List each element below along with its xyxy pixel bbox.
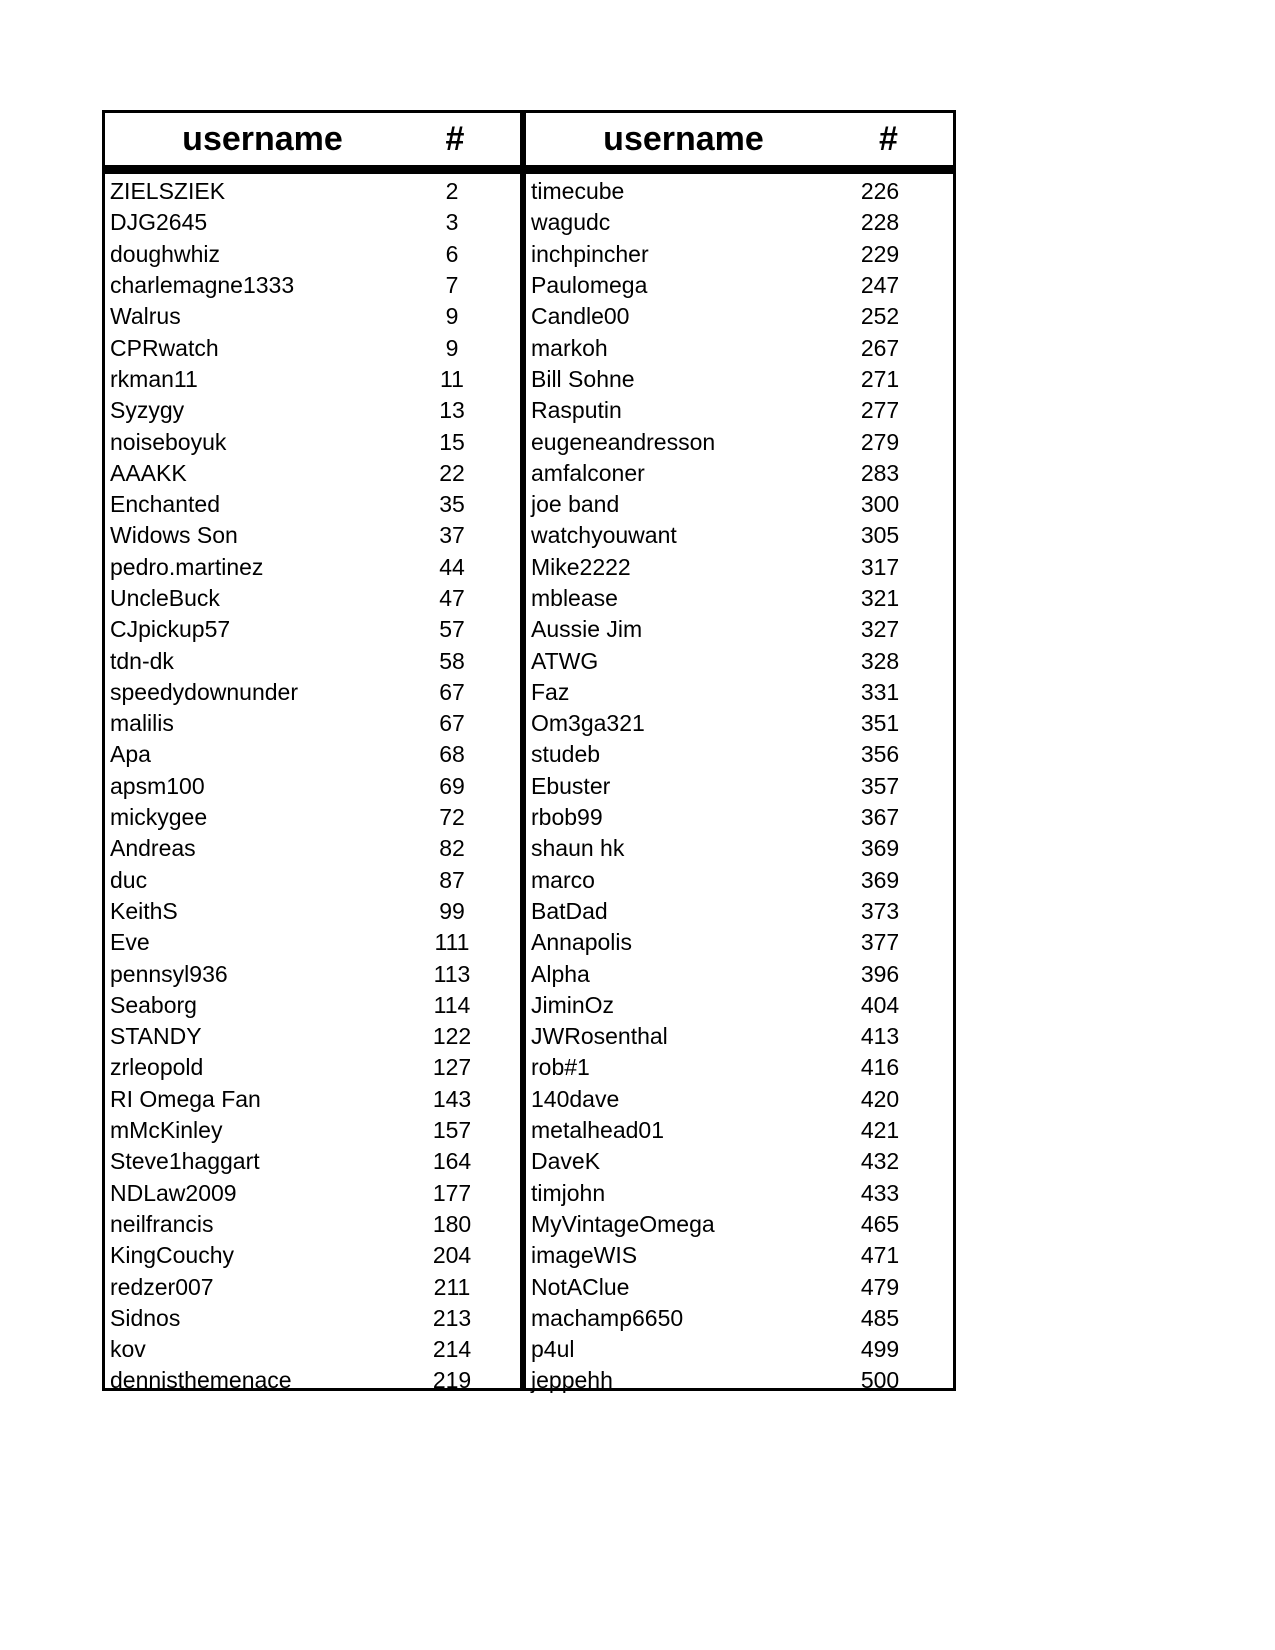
left-rows [105, 176, 520, 1397]
count-cell: 57 [439, 616, 465, 643]
count-cell: 226 [860, 178, 900, 205]
count-cell: 283 [860, 459, 900, 486]
count-cell: 213 [432, 1304, 472, 1331]
table-row [105, 176, 520, 207]
count-cell: 122 [432, 1023, 472, 1050]
table-row [105, 614, 520, 645]
username-cell: inchpincher [531, 240, 649, 267]
table-row [105, 395, 520, 426]
username-cell: wagudc [531, 209, 611, 236]
count-cell: 267 [860, 334, 900, 361]
username-cell: CJpickup57 [110, 616, 231, 643]
table-row [105, 1115, 520, 1146]
table-row [105, 739, 520, 770]
table-row [526, 771, 953, 802]
table-row [526, 1021, 953, 1052]
count-cell: 465 [860, 1210, 900, 1237]
username-cell: speedydownunder [110, 678, 298, 705]
table-row [105, 677, 520, 708]
count-cell: 300 [860, 491, 900, 518]
table-row [105, 1365, 520, 1396]
table-row [526, 958, 953, 989]
count-cell: 22 [439, 459, 465, 486]
count-cell: 499 [860, 1336, 900, 1363]
table-row [105, 645, 520, 676]
username-cell: Apa [110, 741, 151, 768]
table-row [526, 1271, 953, 1302]
count-cell: 305 [860, 522, 900, 549]
username-cell: Sidnos [110, 1304, 181, 1331]
table-row [526, 1052, 953, 1083]
count-cell: 356 [860, 741, 900, 768]
username-cell: doughwhiz [110, 240, 220, 267]
count-cell: 357 [860, 772, 900, 799]
username-cell: KingCouchy [110, 1242, 235, 1269]
username-cell: metalhead01 [531, 1117, 664, 1144]
username-cell: imageWIS [531, 1242, 638, 1269]
count-cell: 9 [445, 334, 459, 361]
count-cell: 157 [432, 1117, 472, 1144]
table-row [526, 1146, 953, 1177]
count-cell: 432 [860, 1148, 900, 1175]
table-row [526, 426, 953, 457]
table-row [105, 1021, 520, 1052]
table-row [105, 520, 520, 551]
table-row [105, 1240, 520, 1271]
username-table [102, 110, 956, 1394]
username-cell: Widows Son [110, 522, 238, 549]
count-cell: 479 [860, 1273, 900, 1300]
username-cell: rkman11 [110, 365, 198, 392]
username-cell: JWRosenthal [531, 1023, 668, 1050]
count-cell: 229 [860, 240, 900, 267]
count-cell: 211 [433, 1273, 471, 1300]
username-cell: Om3ga321 [531, 710, 645, 737]
username-cell: ATWG [531, 647, 599, 674]
table-row [105, 1084, 520, 1115]
username-cell: markoh [531, 334, 608, 361]
username-cell: NDLaw2009 [110, 1179, 237, 1206]
table-row [105, 207, 520, 238]
count-cell: 13 [439, 397, 465, 424]
table-row [105, 708, 520, 739]
count-cell: 321 [860, 585, 900, 611]
table-row [105, 865, 520, 896]
count-cell: 58 [439, 647, 465, 674]
count-cell: 11 [440, 365, 464, 392]
username-cell: watchyouwant [531, 522, 677, 549]
table-row [526, 1240, 953, 1271]
table-row [526, 1365, 953, 1396]
table-row [105, 896, 520, 927]
username-cell: Rasputin [531, 397, 622, 424]
username-cell: eugeneandresson [531, 428, 716, 455]
table-row [105, 364, 520, 395]
username-cell: studeb [531, 741, 601, 768]
count-cell: 164 [432, 1148, 472, 1175]
table-row [105, 802, 520, 833]
username-cell: duc [110, 866, 148, 893]
table-row [105, 833, 520, 864]
table-row [105, 1178, 520, 1209]
username-cell: neilfrancis [110, 1210, 214, 1237]
left-count-header: # [445, 120, 465, 158]
table-row [526, 332, 953, 363]
count-cell: 420 [860, 1085, 900, 1112]
count-cell: 6 [445, 240, 459, 267]
count-cell: 69 [439, 772, 465, 799]
left-column [105, 113, 523, 1394]
username-cell: p4ul [531, 1336, 575, 1363]
table-row [105, 990, 520, 1021]
count-cell: 72 [439, 804, 465, 831]
table-row [526, 990, 953, 1021]
count-cell: 114 [433, 991, 471, 1018]
count-cell: 113 [433, 960, 471, 987]
table-row [526, 395, 953, 426]
username-cell: RI Omega Fan [110, 1085, 261, 1112]
username-cell: 140dave [531, 1085, 620, 1112]
username-cell: Faz [531, 678, 570, 705]
table-row [105, 301, 520, 332]
username-cell: amfalconer [531, 459, 645, 486]
username-cell: Enchanted [110, 491, 220, 518]
table-row [526, 677, 953, 708]
count-cell: 143 [432, 1085, 472, 1112]
username-cell: Ebuster [531, 772, 611, 799]
table-row [526, 896, 953, 927]
count-cell: 317 [860, 553, 900, 580]
username-cell: redzer007 [110, 1273, 214, 1300]
username-cell: CPRwatch [110, 334, 219, 361]
table-row [526, 1334, 953, 1365]
username-cell: AAAKK [110, 459, 187, 486]
table-row [526, 520, 953, 551]
count-cell: 68 [439, 741, 465, 768]
count-cell: 247 [860, 272, 900, 299]
count-cell: 127 [432, 1054, 472, 1081]
username-cell: Alpha [531, 960, 590, 987]
count-cell: 3 [445, 209, 459, 236]
count-cell: 500 [860, 1367, 900, 1394]
username-cell: joe band [531, 491, 620, 518]
count-cell: 204 [432, 1242, 472, 1269]
username-cell: STANDY [110, 1023, 202, 1050]
username-cell: shaun hk [531, 835, 625, 862]
username-cell: noiseboyuk [110, 428, 227, 455]
count-cell: 99 [439, 897, 465, 924]
count-cell: 2 [445, 178, 459, 205]
count-cell: 111 [434, 929, 470, 956]
count-cell: 177 [432, 1179, 472, 1206]
count-cell: 44 [439, 553, 465, 580]
username-cell: apsm100 [110, 772, 205, 799]
table-row [526, 552, 953, 583]
table-row [526, 583, 953, 614]
table-row [105, 1334, 520, 1365]
username-cell: JiminOz [531, 991, 615, 1018]
username-cell: machamp6650 [531, 1304, 684, 1331]
username-cell: timjohn [531, 1179, 606, 1206]
username-cell: pedro.martinez [110, 553, 264, 580]
username-cell: Mike2222 [531, 553, 631, 580]
username-cell: UncleBuck [110, 585, 220, 611]
count-cell: 485 [860, 1304, 900, 1331]
username-cell: timecube [531, 178, 625, 205]
count-cell: 219 [432, 1367, 472, 1394]
count-cell: 331 [860, 678, 900, 705]
username-cell: Walrus [110, 303, 181, 330]
username-cell: dennisthemenace [110, 1367, 292, 1394]
username-cell: mMcKinley [110, 1117, 223, 1144]
count-cell: 67 [439, 710, 465, 737]
table-row [526, 1303, 953, 1334]
table-row [105, 1303, 520, 1334]
table-row [526, 802, 953, 833]
table-row [526, 614, 953, 645]
username-cell: DJG2645 [110, 209, 208, 236]
username-cell: mickygee [110, 804, 208, 831]
table-row [105, 426, 520, 457]
table-row [526, 364, 953, 395]
table-row [526, 708, 953, 739]
table-row [526, 301, 953, 332]
table-row [105, 1271, 520, 1302]
username-cell: Eve [110, 929, 150, 956]
count-cell: 471 [860, 1242, 900, 1269]
table-row [105, 239, 520, 270]
count-cell: 377 [860, 929, 900, 956]
count-cell: 228 [860, 209, 900, 236]
table-row [105, 927, 520, 958]
count-cell: 9 [445, 303, 459, 330]
left-username-header: username [182, 120, 343, 158]
count-cell: 67 [439, 678, 465, 705]
count-cell: 82 [439, 835, 465, 862]
table-row [105, 1209, 520, 1240]
username-cell: Steve1haggart [110, 1148, 260, 1175]
username-cell: charlemagne1333 [110, 272, 295, 299]
left-header-row [105, 113, 520, 174]
username-cell: pennsyl936 [110, 960, 228, 987]
table-row [105, 958, 520, 989]
table-row [526, 207, 953, 238]
table-row [526, 1084, 953, 1115]
username-cell: rob#1 [531, 1054, 590, 1081]
username-cell: Candle00 [531, 303, 630, 330]
right-column [523, 113, 953, 1394]
count-cell: 433 [860, 1179, 900, 1206]
username-cell: NotAClue [531, 1273, 630, 1300]
table-row [526, 739, 953, 770]
count-cell: 373 [860, 897, 900, 924]
count-cell: 214 [432, 1336, 472, 1363]
right-count-header: # [879, 120, 898, 158]
right-header-row [526, 113, 953, 174]
username-cell: Seaborg [110, 991, 197, 1018]
table-row [105, 270, 520, 301]
count-cell: 404 [860, 991, 900, 1018]
right-rows [526, 176, 953, 1397]
count-cell: 277 [860, 397, 900, 424]
username-cell: malilis [110, 710, 174, 737]
table-row [526, 239, 953, 270]
username-cell: Aussie Jim [531, 616, 643, 643]
count-cell: 367 [860, 804, 900, 831]
count-cell: 396 [860, 960, 900, 987]
table-row [105, 552, 520, 583]
table-row [526, 833, 953, 864]
count-cell: 279 [860, 428, 900, 455]
count-cell: 252 [860, 303, 900, 330]
table-row [526, 1209, 953, 1240]
username-cell: kov [110, 1336, 146, 1363]
username-cell: ZIELSZIEK [110, 178, 226, 205]
username-cell: DaveK [531, 1148, 601, 1175]
table-row [526, 645, 953, 676]
count-cell: 369 [860, 866, 900, 893]
table-row [526, 1115, 953, 1146]
username-cell: BatDad [531, 897, 608, 924]
table-row [105, 489, 520, 520]
table-row [105, 583, 520, 614]
count-cell: 416 [860, 1054, 900, 1081]
table-row [105, 332, 520, 363]
table-row [526, 176, 953, 207]
count-cell: 87 [439, 866, 465, 893]
count-cell: 37 [439, 522, 465, 549]
count-cell: 7 [445, 272, 459, 299]
count-cell: 369 [860, 835, 900, 862]
username-cell: Syzygy [110, 397, 185, 424]
username-cell: KeithS [110, 897, 178, 924]
table-row [526, 270, 953, 301]
right-username-header: username [603, 120, 764, 158]
count-cell: 413 [860, 1023, 900, 1050]
count-cell: 47 [439, 585, 465, 611]
username-cell: Andreas [110, 835, 196, 862]
table-row [105, 771, 520, 802]
table-row [526, 489, 953, 520]
count-cell: 351 [860, 710, 900, 737]
username-cell: mblease [531, 585, 618, 611]
username-cell: Annapolis [531, 929, 633, 956]
username-cell: Bill Sohne [531, 365, 635, 392]
table-row [526, 1178, 953, 1209]
username-cell: Paulomega [531, 272, 648, 299]
username-cell: tdn-dk [110, 647, 174, 674]
username-cell: marco [531, 866, 595, 893]
count-cell: 180 [432, 1210, 472, 1237]
table-row [105, 1146, 520, 1177]
table-row [526, 865, 953, 896]
count-cell: 327 [860, 616, 900, 643]
table-row [526, 927, 953, 958]
username-cell: zrleopold [110, 1054, 204, 1081]
table-row [526, 458, 953, 489]
count-cell: 35 [439, 491, 465, 518]
count-cell: 421 [860, 1117, 900, 1144]
username-cell: MyVintageOmega [531, 1210, 715, 1237]
count-cell: 271 [860, 365, 900, 392]
username-cell: rbob99 [531, 804, 603, 831]
count-cell: 328 [860, 647, 900, 674]
table-row [105, 1052, 520, 1083]
table-row [105, 458, 520, 489]
username-cell: jeppehh [531, 1367, 613, 1394]
count-cell: 15 [439, 428, 465, 455]
